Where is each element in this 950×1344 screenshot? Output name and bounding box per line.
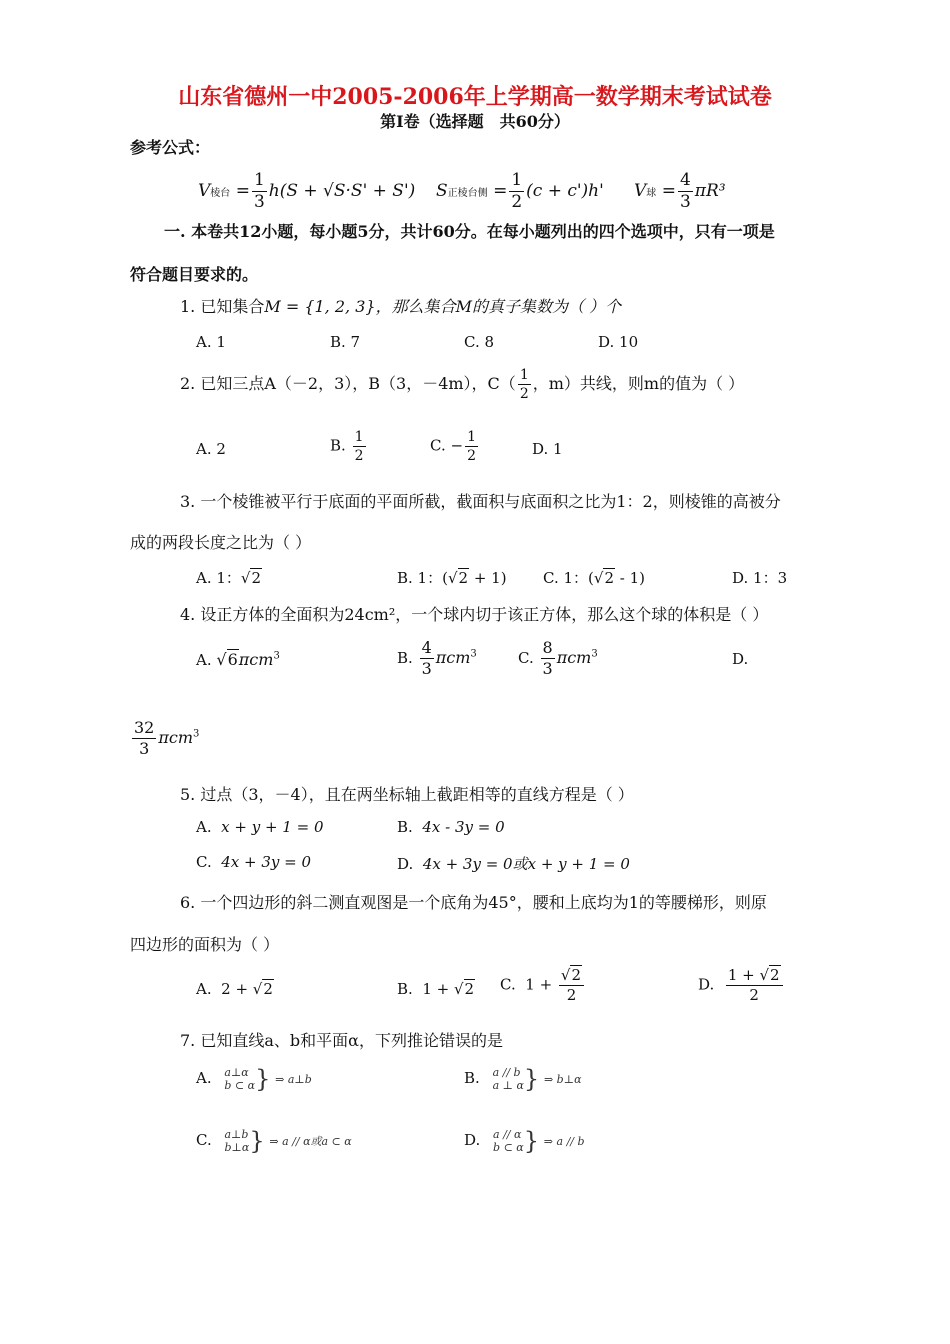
q6-option-a: A. 2 + √2 bbox=[196, 980, 273, 998]
q6-option-d: D. $\frac{1 + √2}{2}$ bbox=[698, 968, 785, 1003]
question-1: 1. 已知集合M = {1, 2, 3}，那么集合M的真子集数为（ ）个 bbox=[180, 297, 622, 316]
reference-label: 参考公式： bbox=[130, 138, 211, 157]
q7-option-a: A. a⊥α b ⊂ α} ⇒ a⊥b bbox=[196, 1065, 312, 1093]
q2-option-b: B. $\frac{1}{2}$ bbox=[330, 429, 364, 464]
q2-option-a: A. 2 bbox=[196, 440, 226, 458]
q2-option-c: C. − $\frac{1}{2}$ bbox=[430, 429, 476, 464]
formula-frustum: V棱台 = $\frac{1}{3}$ h(S + √S·S' + S') bbox=[198, 170, 416, 212]
q7-option-d: D. a // α b ⊂ α} ⇒ a // b bbox=[464, 1127, 585, 1155]
q3-option-c: C. 1：(√2 - 1) bbox=[543, 569, 645, 587]
q4-option-d-value: $\frac{32}{3}$ πcm$^3$ bbox=[134, 718, 200, 758]
formula-lateral: S正棱台侧 = $\frac{1}{2}$ (c + c')h' bbox=[436, 170, 604, 212]
q4-option-b: B. $\frac{4}{3}$ πcm$^3$ bbox=[397, 638, 477, 678]
question-4: 4. 设正方体的全面积为24cm²，一个球内切于该正方体，那么这个球的体积是（ ） bbox=[180, 605, 769, 624]
q7-option-c: C. a⊥b b⊥α} ⇒ a // α或a ⊂ α bbox=[196, 1127, 352, 1155]
q7-option-b: B. a // b a ⊥ α} ⇒ b⊥α bbox=[464, 1065, 582, 1093]
q5-option-a: A. x + y + 1 = 0 bbox=[196, 818, 324, 836]
question-6-line2: 四边形的面积为（ ） bbox=[130, 935, 280, 954]
q1-option-a: A. 1 bbox=[196, 333, 226, 351]
q5-option-c: C. 4x + 3y = 0 bbox=[196, 853, 312, 871]
q3-option-a: A. 1：√2 bbox=[196, 569, 262, 587]
q6-option-b: B. 1 + √2 bbox=[397, 980, 475, 998]
formula-sphere: V球 = $\frac{4}{3}$ πR³ bbox=[634, 170, 726, 212]
section-instructions-line1: 一. 本卷共12小题，每小题5分，共计60分。在每小题列出的四个选项中，只有一项是 bbox=[164, 222, 775, 241]
q4-option-d: D. bbox=[732, 650, 749, 668]
q1-option-b: B. 7 bbox=[330, 333, 361, 351]
question-3-line1: 3. 一个棱锥被平行于底面的平面所截，截面积与底面积之比为1：2，则棱锥的高被分 bbox=[180, 492, 781, 511]
q5-option-b: B. 4x - 3y = 0 bbox=[397, 818, 505, 836]
q2-option-d: D. 1 bbox=[532, 440, 563, 458]
q4-option-a: A. √6πcm$^3$ bbox=[196, 650, 280, 669]
question-3-line2: 成的两段长度之比为（ ） bbox=[130, 533, 312, 552]
question-5: 5. 过点（3，－4），且在两坐标轴上截距相等的直线方程是（ ） bbox=[180, 785, 634, 804]
q6-option-c: C. 1 + $\frac{√2}{2}$ bbox=[500, 968, 586, 1003]
q1-option-c: C. 8 bbox=[464, 333, 495, 351]
exam-subtitle: 第Ⅰ卷（选择题 共60分） bbox=[380, 112, 570, 131]
section-instructions-line2: 符合题目要求的。 bbox=[130, 265, 259, 284]
q1-option-d: D. 10 bbox=[598, 333, 639, 351]
q3-option-b: B. 1：(√2 + 1) bbox=[397, 569, 507, 587]
q4-option-c: C. $\frac{8}{3}$ πcm$^3$ bbox=[518, 638, 598, 678]
question-2: 2. 已知三点A（－2，3），B（3，－4m），C（ $\frac{1}{2}$ ，m）共线，则m的值为（ ） bbox=[180, 367, 745, 402]
q5-option-d: D. 4x + 3y = 0或x + y + 1 = 0 bbox=[397, 855, 630, 873]
question-6-line1: 6. 一个四边形的斜二测直观图是一个底角为45°，腰和上底均为1的等腰梯形，则原 bbox=[180, 893, 767, 912]
question-7: 7. 已知直线a、b和平面α，下列推论错误的是 bbox=[180, 1031, 503, 1050]
q3-option-d: D. 1：3 bbox=[732, 569, 788, 587]
exam-title: 山东省德州一中2005-2006年上学期高一数学期末考试试卷 bbox=[178, 84, 772, 110]
